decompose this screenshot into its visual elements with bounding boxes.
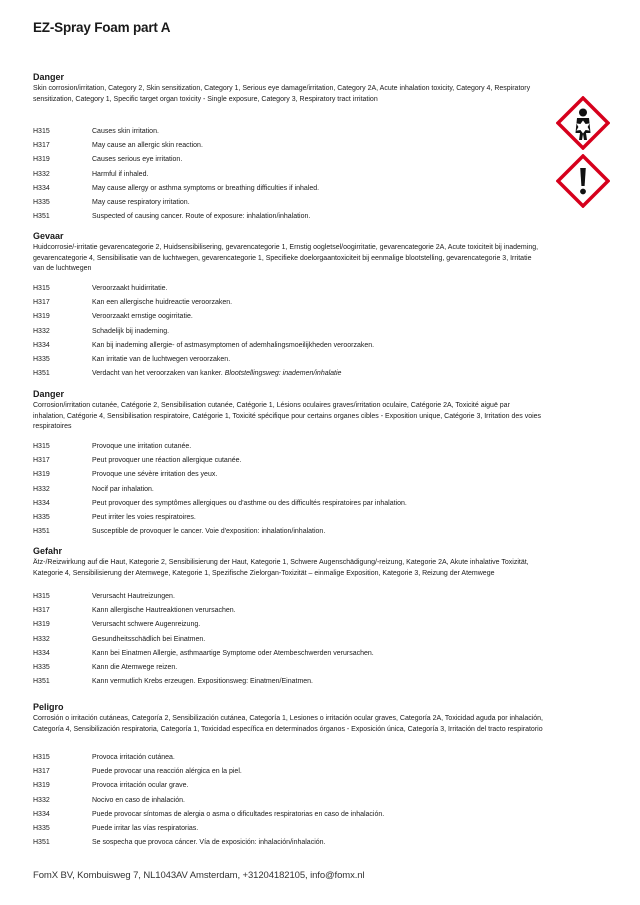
hazard-statement-row [33, 353, 374, 367]
hazard-statement-row [33, 325, 374, 339]
hazard-text-main: Peut provoquer des symptômes allergiques ou d'asthme ou des difficultés respiratoires par inhalation. [92, 499, 407, 507]
hazard-text [92, 751, 384, 765]
hazard-text [92, 661, 374, 675]
hazard-code: H319 [33, 471, 50, 479]
hazard-code: H319 [33, 621, 50, 629]
hazard-text [92, 618, 374, 632]
hazard-classification: Ätz-/Reizwirkung auf die Haut, Kategorie 2, Sensibilisierung der Haut, Kategorie 1, Schwere Augenschädigung/-reizung, Kategorie 2A, Akute inhalative Toxizität, Kategorie 4, Sensibilisierung der Atemwege, Kategorie 1, Spezifische Zielorgan-Toxizität – einmalige Exposition, Kategorie 3, Reizung der Atemwege [33, 559, 529, 577]
hazard-text-main: Veroorzaakt ernstige oogirritatie. [92, 313, 193, 321]
hazard-statement-list [33, 282, 374, 381]
hazard-statement-row [33, 661, 374, 675]
hazard-text [92, 765, 384, 779]
hazard-statement-row [33, 590, 374, 604]
hazard-text [92, 836, 384, 850]
hazard-code: H351 [33, 213, 50, 221]
hazard-code: H332 [33, 327, 50, 335]
hazard-text [92, 808, 384, 822]
hazard-text-main: Kann bei Einatmen Allergie, asthmaartige Symptome oder Atembeschwerden verursachen. [92, 649, 374, 657]
hazard-code: H317 [33, 142, 50, 150]
hazard-text-main: May cause an allergic skin reaction. [92, 142, 203, 150]
hazard-code: H335 [33, 825, 50, 833]
hazard-classification: Corrosion/irritation cutanée, Catégorie 2, Sensibilisation cutanée, Catégorie 1, Lésions oculaires graves/irritation oculaire, Catégorie 2A, Toxicité aiguë par inhalation, Catégorie 4, Sensibilisation respiratoire, Catégorie 1, Toxicité spécifique pour certains organes cibles - Exposition unique, Catégorie 3, Irritation des voies respiratoires [33, 402, 542, 430]
hazard-text-main: Verdacht van het veroorzaken van kanker. [92, 370, 223, 378]
hazard-text-main: Kan een allergische huidreactie veroorzaken. [92, 299, 233, 307]
hazard-statement-row [33, 618, 374, 632]
hazard-code: H334 [33, 810, 50, 818]
hazard-text [92, 310, 374, 324]
hazard-code: H351 [33, 370, 50, 378]
hazard-code: H319 [33, 156, 50, 164]
hazard-text-main: Causes serious eye irritation. [92, 156, 183, 164]
hazard-statement-row [33, 296, 374, 310]
hazard-statement-row [33, 440, 407, 454]
hazard-code: H315 [33, 593, 50, 600]
hazard-text [92, 168, 319, 182]
hazard-classification: Skin corrosion/irritation, Category 2, Skin sensitization, Category 1, Serious eye damage/irritation, Category 2A, Acute inhalation toxicity, Category 4, Respiratory sensitization, Category 1, Specific target organ toxicity - Single exposure, Category 3, Respiratory tract irritation [33, 85, 531, 103]
hazard-statement-row [33, 779, 384, 793]
hazard-statement-row [33, 367, 374, 381]
hazard-statement-row [33, 182, 319, 196]
hazard-text-main: Kan irritatie van de luchtwegen veroorzaken. [92, 356, 231, 364]
hazard-text [92, 604, 374, 618]
company-footer: FomX BV, Kombuisweg 7, NL1043AV Amsterdam, +31204182105, info@fomx.nl [33, 870, 365, 881]
hazard-statement-row [33, 604, 374, 618]
hazard-text [92, 525, 407, 539]
hazard-text-main: Puede provocar síntomas de alergia o asma o dificultades respiratorias en caso de inhalación. [92, 810, 385, 818]
hazard-text [92, 822, 384, 836]
hazard-text [92, 647, 374, 661]
hazard-statement-row [33, 310, 374, 324]
hazard-classification: Huidcorrosie/-irritatie gevarencategorie 2, Huidsensibilisering, gevarencategorie 1, Ernstig oogletsel/oogirritatie, gevarencategorie 2A, Acute toxiciteit bij inademing, gevarencategorie 4, Sensibilisatie van de luchtwegen, gevarencategorie 1, Specifieke doelorgaantoxiciteit bij eenmalige blootstelling, gevarencategorie 3, Irritatie van de luchtwegen [33, 244, 539, 272]
hazard-statement-list [33, 125, 319, 224]
exclamation-mark-icon [556, 154, 610, 208]
hazard-statement-row [33, 196, 319, 210]
hazard-text [92, 182, 319, 196]
hazard-text-main: Puede irritar las vías respiratorias. [92, 825, 199, 833]
hazard-statement-row [33, 468, 407, 482]
hazard-code: H315 [33, 285, 50, 292]
hazard-text-main: Causes skin irritation. [92, 128, 159, 135]
hazard-section-german [33, 546, 543, 686]
hazard-code: H335 [33, 664, 50, 672]
hazard-text-main: Kan bij inademing allergie- of astmasymptomen of ademhalingsmoeilijkheden veroorzaken. [92, 341, 375, 349]
hazard-statement-row [33, 808, 384, 822]
hazard-code: H335 [33, 199, 50, 207]
hazard-code: H334 [33, 341, 50, 349]
hazard-classification: Corrosión o irritación cutáneas, Categoría 2, Sensibilización cutánea, Categoría 1, Lesiones o irritación ocular graves, Categoría 2A, Toxicidad aguda por inhalación, Categoría 4, Sensibilización respiratoria, Categoría 1, Toxicidad específica en determinados órganos - Exposición única, Categoría 3, Irritación del tracto respiratorio [33, 715, 543, 733]
hazard-code: H332 [33, 635, 50, 643]
hazard-code: H334 [33, 184, 50, 192]
hazard-statement-row [33, 675, 374, 689]
hazard-statement-row [33, 633, 374, 647]
hazard-code: H317 [33, 457, 50, 465]
hazard-statement-row [33, 647, 374, 661]
hazard-statement-row [33, 751, 384, 765]
hazard-text-main: Kann allergische Hautreaktionen verursachen. [92, 607, 236, 615]
hazard-code: H351 [33, 839, 50, 847]
ghs-pictograms [556, 96, 612, 208]
hazard-statement-row [33, 139, 319, 153]
hazard-text [92, 497, 407, 511]
hazard-text-main: Susceptible de provoquer le cancer. Voie d'exposition: inhalation/inhalation. [92, 528, 326, 536]
hazard-text [92, 779, 384, 793]
hazard-text-main: May cause respiratory irritation. [92, 199, 190, 207]
hazard-text [92, 440, 407, 454]
hazard-statement-row [33, 765, 384, 779]
hazard-text-main: Se sospecha que provoca cáncer. Vía de exposición: inhalación/inhalación. [92, 839, 326, 847]
hazard-statement-row [33, 497, 407, 511]
hazard-code: H332 [33, 796, 50, 804]
hazard-text [92, 454, 407, 468]
hazard-text [92, 139, 319, 153]
hazard-text [92, 125, 319, 139]
hazard-code: H317 [33, 299, 50, 307]
hazard-text [92, 675, 374, 689]
hazard-text [92, 590, 374, 604]
hazard-text [92, 325, 374, 339]
hazard-text [92, 511, 407, 525]
hazard-text-main: Provoque une irritation cutanée. [92, 443, 192, 450]
hazard-section-french [33, 389, 543, 536]
hazard-text [92, 468, 407, 482]
hazard-text-main: Verursacht schwere Augenreizung. [92, 621, 201, 629]
document-title: EZ-Spray Foam part A [33, 20, 171, 35]
hazard-text-main: Gesundheitsschädlich bei Einatmen. [92, 635, 206, 643]
hazard-code: H332 [33, 485, 50, 493]
hazard-code: H319 [33, 782, 50, 790]
hazard-code: H315 [33, 443, 50, 450]
signal-word: Peligro [33, 702, 64, 712]
hazard-statement-list [33, 590, 374, 689]
signal-word: Gevaar [33, 231, 64, 241]
hazard-text-main: May cause allergy or asthma symptoms or breathing difficulties if inhaled. [92, 184, 320, 192]
hazard-text-main: Nocivo en caso de inhalación. [92, 796, 186, 804]
hazard-statement-row [33, 794, 384, 808]
hazard-text [92, 296, 374, 310]
hazard-code: H332 [33, 170, 50, 178]
hazard-text-main: Harmful if inhaled. [92, 170, 149, 178]
hazard-code: H319 [33, 313, 50, 321]
hazard-code: H317 [33, 768, 50, 776]
hazard-text [92, 353, 374, 367]
hazard-text-main: Kann vermutlich Krebs erzeugen. Expositionsweg: Einatmen/Einatmen. [92, 678, 314, 686]
hazard-statement-row [33, 822, 384, 836]
hazard-text-main: Peut irriter les voies respiratoires. [92, 514, 196, 522]
hazard-code: H351 [33, 528, 50, 536]
hazard-statement-row [33, 511, 407, 525]
hazard-code: H315 [33, 754, 50, 761]
hazard-statement-row [33, 454, 407, 468]
hazard-text-main: Nocif par inhalation. [92, 485, 154, 493]
hazard-text-main: Provoque une sévère irritation des yeux. [92, 471, 218, 479]
hazard-text-main: Verursacht Hautreizungen. [92, 593, 175, 600]
hazard-section-english [33, 72, 543, 221]
hazard-text [92, 794, 384, 808]
hazard-statement-row [33, 282, 374, 296]
hazard-text-main: Peut provoquer une réaction allergique cutanée. [92, 457, 242, 465]
hazard-statement-row [33, 525, 407, 539]
hazard-text-main: Provoca irritación cutánea. [92, 754, 175, 761]
hazard-statement-row [33, 210, 319, 224]
signal-word: Gefahr [33, 546, 63, 556]
signal-word: Danger [33, 389, 65, 399]
hazard-text [92, 210, 319, 224]
hazard-code: H317 [33, 607, 50, 615]
hazard-text [92, 483, 407, 497]
hazard-section-spanish [33, 702, 543, 847]
hazard-statement-list [33, 440, 407, 539]
hazard-text [92, 367, 374, 381]
hazard-code: H334 [33, 499, 50, 507]
hazard-code: H335 [33, 356, 50, 364]
hazard-statement-row [33, 168, 319, 182]
hazard-statement-list [33, 751, 384, 850]
hazard-text [92, 153, 319, 167]
hazard-section-dutch [33, 231, 543, 378]
hazard-code: H334 [33, 649, 50, 657]
hazard-statement-row [33, 153, 319, 167]
hazard-text-main: Puede provocar una reacción alérgica en la piel. [92, 768, 242, 776]
hazard-statement-row [33, 483, 407, 497]
hazard-statement-row [33, 836, 384, 850]
hazard-code: H351 [33, 678, 50, 686]
signal-word: Danger [33, 72, 65, 82]
hazard-text-main: Suspected of causing cancer. Route of exposure: inhalation/inhalation. [92, 213, 311, 221]
hazard-exposure-route: Blootstellingsweg: inademen/inhalatie [224, 370, 342, 378]
health-hazard-icon [556, 96, 610, 150]
hazard-code: H315 [33, 128, 50, 135]
hazard-code: H335 [33, 514, 50, 522]
hazard-text [92, 339, 374, 353]
hazard-text-main: Schadelijk bij inademing. [92, 327, 170, 335]
hazard-statement-row [33, 125, 319, 139]
hazard-text [92, 196, 319, 210]
hazard-text [92, 282, 374, 296]
hazard-statement-row [33, 339, 374, 353]
hazard-text-main: Provoca irritación ocular grave. [92, 782, 189, 790]
hazard-text [92, 633, 374, 647]
hazard-text-main: Kann die Atemwege reizen. [92, 664, 178, 672]
hazard-text-main: Veroorzaakt huidirritatie. [92, 285, 168, 292]
